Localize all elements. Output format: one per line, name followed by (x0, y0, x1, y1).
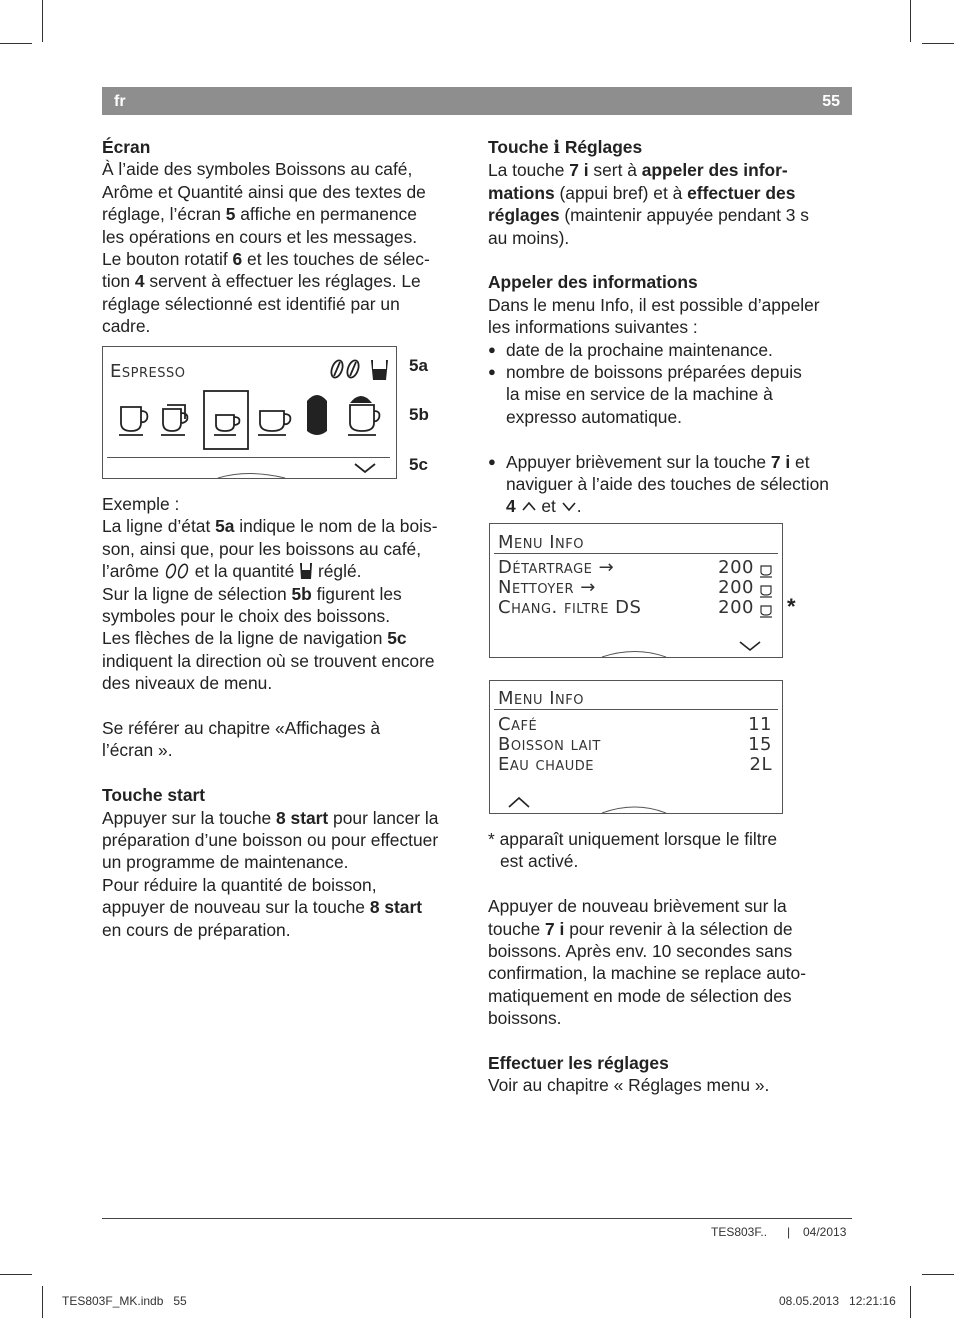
info-heading: Appeler des informations (488, 272, 698, 293)
navigation-line (103, 457, 396, 478)
ecran-line: réglage sélectionné est identifié par un (102, 293, 400, 314)
example-line: son, ainsi que, pour les boissons au café, (102, 538, 422, 559)
menu-row: Détartrage → 200 (498, 557, 754, 578)
touche-line: au moins). (488, 227, 570, 248)
ecran-line: Arôme et Quantité ainsi que des textes de (102, 181, 426, 202)
label-5a: 5a (409, 356, 428, 375)
start-line: Pour réduire la quantité de boisson, (102, 874, 377, 895)
page-header (102, 87, 852, 115)
return-line: matiquement en mode de sélection des (488, 985, 792, 1006)
footnote-line: est activé. (500, 851, 579, 872)
example-line: indiquent la direction où se trouvent encore (102, 650, 435, 671)
navigation-line (490, 634, 782, 657)
example-line: symboles pour le choix des boissons. (102, 606, 391, 627)
example-line: Les flèches de la ligne de navigation 5c (102, 628, 407, 649)
return-line: boissons. (488, 1008, 562, 1029)
chevron-down-icon (561, 500, 577, 512)
label-5c: 5c (409, 455, 428, 474)
right-column (488, 136, 853, 518)
start-line: appuyer de nouveau sur la touche 8 start (102, 897, 423, 918)
chevron-down-icon (740, 642, 760, 650)
example-line: des niveaux de menu. (102, 673, 273, 694)
example-line: La ligne d’état 5a indique le nom de la bois- (102, 516, 438, 537)
chevron-up-icon (521, 500, 537, 512)
chevron-down-icon (355, 464, 375, 472)
bullet-continuation: la mise en service de la machine à (506, 384, 773, 405)
touche-line: La touche 7 i sert à appeler des infor- (488, 160, 788, 181)
menu-row: Café 11 (498, 714, 772, 735)
footer-model: TES803F.. (711, 1225, 768, 1239)
menu-title: Menu Info (498, 532, 584, 553)
start-line: Appuyer sur la touche 8 start pour lancer la (102, 807, 439, 828)
aroma-quantity-icon (328, 357, 392, 383)
start-heading: Touche start (102, 785, 206, 806)
cup-icon (758, 562, 776, 622)
ref-line: Se référer au chapitre «Affichages à (102, 718, 381, 739)
example-line: l’arôme et la quantité réglé. (102, 561, 362, 582)
start-line: en cours de préparation. (102, 919, 291, 940)
page-number: 55 (822, 93, 840, 110)
quantity-icon (299, 562, 313, 580)
footer-separator: | (787, 1225, 791, 1239)
chevron-up-icon (509, 798, 529, 807)
language-tag: fr (114, 93, 126, 110)
touche-heading: Touche i Réglages (488, 137, 643, 158)
menu-row: Eau chaude 2L (498, 754, 772, 775)
bullet-continuation: expresso automatique. (506, 406, 682, 427)
return-line: touche 7 i pour revenir à la sélection de (488, 918, 793, 939)
right-column-lower (488, 828, 853, 1097)
menu-row: Chang. filtre DS 200 (498, 597, 754, 618)
navigation-line (490, 791, 782, 813)
menu-info-display-2 (489, 680, 783, 814)
settings-heading: Effectuer les réglages (488, 1053, 669, 1074)
footer-date: 04/2013 (803, 1225, 847, 1239)
info-line: Dans le menu Info, il est possible d’appeler (488, 294, 820, 315)
example-line: Exemple : (102, 494, 180, 514)
left-column (102, 136, 467, 338)
footer-timestamp: 08.05.2013 12:21:16 (779, 1294, 896, 1308)
example-line: Sur la ligne de sélection 5b figurent les (102, 583, 402, 604)
ecran-line: réglage, l’écran 5 affiche en permanence (102, 204, 417, 225)
touche-line: mations (appui bref) et à effectuer des (488, 182, 796, 203)
bullet-item: ● date de la prochaine maintenance. (488, 339, 853, 361)
espresso-display (102, 346, 397, 479)
info-line: les informations suivantes : (488, 317, 698, 338)
bullet-continuation: 4 et . (506, 496, 582, 517)
return-line: boissons. Après env. 10 secondes sans (488, 941, 793, 962)
ecran-line: À l’aide des symboles Boissons au café, (102, 159, 413, 180)
menu-title: Menu Info (498, 688, 584, 709)
menu-row: Nettoyer → 200 (498, 577, 754, 598)
menu-info-display-1 (489, 523, 783, 658)
label-5b: 5b (409, 405, 429, 424)
ecran-line: tion 4 servent à effectuer les réglages. Le (102, 271, 421, 292)
settings-line: Voir au chapitre « Réglages menu ». (488, 1075, 770, 1096)
ref-line: l’écran ». (102, 740, 173, 761)
display-title: Espresso (110, 361, 186, 382)
return-line: Appuyer de nouveau brièvement sur la (488, 896, 787, 917)
bullet-item: ● nombre de boissons préparées depuis (488, 361, 853, 383)
ecran-heading: Écran (102, 137, 151, 157)
footer-file: TES803F_MK.indb 55 (62, 1294, 187, 1308)
bullet-continuation: naviguer à l’aide des touches de sélection (506, 474, 829, 495)
touche-line: réglages (maintenir appuyée pendant 3 s (488, 205, 809, 226)
ecran-line: cadre. (102, 316, 151, 337)
menu-row: Boisson lait 15 (498, 734, 772, 755)
aroma-icon (164, 563, 190, 579)
footnote-line: * apparaît uniquement lorsque le filtre (488, 829, 778, 849)
footer-rule (102, 1218, 852, 1219)
left-column-lower (102, 493, 467, 941)
bullet-item: ● Appuyer brièvement sur la touche 7 i et (488, 451, 853, 473)
start-line: préparation d’une boisson ou pour effectuer (102, 830, 439, 851)
return-line: confirmation, la machine se replace auto- (488, 963, 807, 984)
start-line: un programme de maintenance. (102, 852, 349, 873)
ecran-line: les opérations en cours et les messages. (102, 226, 418, 247)
drink-selection-icons (103, 387, 396, 457)
ecran-line: Le bouton rotatif 6 et les touches de sélec- (102, 249, 430, 270)
filter-note-star: * (787, 594, 796, 619)
